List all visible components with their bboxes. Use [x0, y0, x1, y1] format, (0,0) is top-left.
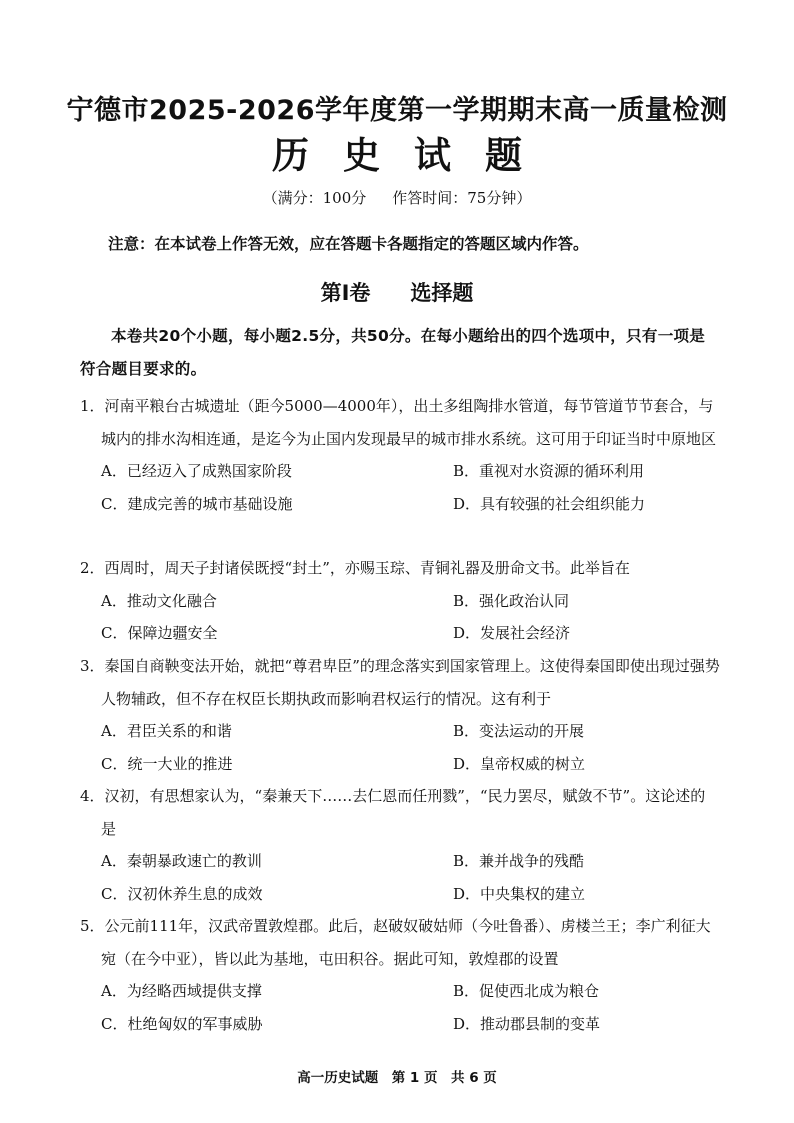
option-a: A．君臣关系的和谐	[101, 722, 232, 740]
option-row	[80, 585, 720, 618]
option-c: C．统一大业的推进	[101, 754, 233, 773]
question-stem: 5．公元前111年，汉武帝置敦煌郡。此后，赵破奴破姑师（今吐鲁番）、虏楼兰王；李广利征大宛（在今中亚），皆以此为基地，屯田积谷。据此可知，敦煌郡的设置	[80, 917, 711, 968]
option-c: C．汉初休养生息的成效	[101, 884, 263, 903]
question-4	[80, 780, 720, 910]
question-stem: 1．河南平粮台古城遗址（距今5000—4000年），出土多组陶排水管道，每节管道节节套合，与城内的排水沟相连通，是迄今为止国内发现最早的城市排水系统。这可用于印证当时中原地区	[80, 397, 717, 448]
option-row	[80, 455, 720, 488]
exam-meta	[0, 187, 794, 208]
option-d: D．推动郡县制的变革	[453, 1014, 601, 1033]
option-row	[80, 748, 720, 781]
question-stem: 3．秦国自商鞅变法开始，就把“尊君卑臣”的理念落实到国家管理上。这使得秦国即使出现过强势人物辅政，但不存在权臣长期执政而影响君权运行的情况。这有利于	[80, 657, 720, 708]
exam-time: 作答时间：75分钟）	[392, 189, 532, 207]
section-heading	[0, 277, 794, 307]
option-a: A．已经迈入了成熟国家阶段	[101, 462, 292, 480]
option-d: D．具有较强的社会组织能力	[453, 494, 646, 513]
option-row	[80, 617, 720, 650]
option-a: A．推动文化融合	[101, 591, 217, 610]
option-row	[80, 975, 720, 1008]
option-d: D．皇帝权威的树立	[453, 754, 586, 773]
question-5	[80, 910, 720, 1040]
option-b: B．重视对水资源的循环利用	[453, 462, 645, 480]
section-volume: 第Ⅰ卷	[320, 281, 371, 305]
question-stem: 4．汉初，有思想家认为，“秦兼天下……去仁恩而任刑戮”，“民力罢尽，赋敛不节”。这论述的是	[80, 787, 706, 838]
option-row	[80, 1008, 720, 1041]
question-2	[80, 552, 720, 650]
option-b: B．变法运动的开展	[453, 722, 585, 740]
option-d: D．中央集权的建立	[453, 884, 586, 903]
option-b: B．兼并战争的残酷	[453, 852, 585, 870]
question-1	[80, 390, 720, 520]
option-row	[80, 715, 720, 748]
option-row	[80, 878, 720, 911]
option-a: A．秦朝暴政速亡的教训	[101, 852, 262, 870]
question-stem: 2．西周时，周天子封诸侯既授“封土”，亦赐玉琮、青铜礼器及册命文书。此举旨在	[80, 559, 630, 577]
exam-title: 宁德市2025-2026学年度第一学期期末高一质量检测	[66, 95, 728, 126]
option-row	[80, 845, 720, 878]
option-c: C．建成完善的城市基础设施	[101, 494, 293, 513]
option-b: B．促使西北成为粮仓	[453, 982, 600, 1000]
page-footer: 高一历史试题 第 1 页 共 6 页	[297, 1070, 497, 1086]
option-c: C．保障边疆安全	[101, 624, 218, 642]
option-row	[80, 488, 720, 521]
question-3	[80, 650, 720, 780]
subject-title: 历史试题	[272, 133, 556, 177]
option-b: B．强化政治认同	[453, 591, 570, 610]
notice: 注意：在本试卷上作答无效，应在答题卡各题指定的答题区域内作答。	[108, 235, 589, 253]
option-a: A．为经略西域提供支撑	[101, 982, 262, 1000]
section-name: 选择题	[410, 281, 474, 305]
option-c: C．杜绝匈奴的军事威胁	[101, 1014, 263, 1033]
option-d: D．发展社会经济	[453, 624, 571, 642]
section-instructions: 本卷共20个小题，每小题2.5分，共50分。在每小题给出的四个选项中，只有一项是符合题目要求的。	[80, 327, 706, 378]
full-score: （满分：100分	[262, 189, 367, 207]
